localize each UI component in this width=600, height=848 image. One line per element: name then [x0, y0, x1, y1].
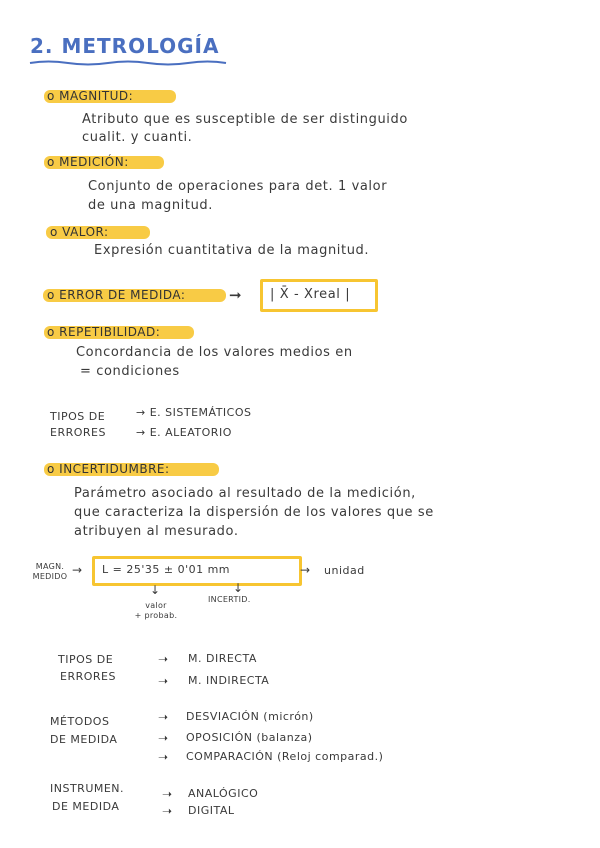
tipos-medida-item2: M. INDIRECTA: [188, 674, 270, 687]
incertidumbre-line1: Parámetro asociado al resultado de la medición,: [74, 486, 416, 501]
incertidumbre-line3: atribuyen al mesurado.: [74, 524, 239, 539]
tipos-errores-item1: → E. SISTEMÁTICOS: [136, 406, 252, 419]
repetibilidad-line2: = condiciones: [80, 364, 180, 379]
title-underline: [28, 60, 228, 66]
valor-probab-label: [126, 601, 186, 621]
arrow-icon: →: [72, 563, 83, 577]
arrow-icon: ➞: [229, 286, 242, 304]
tipos-medida-label1: TIPOS DE: [58, 653, 114, 666]
medicion-line1: Conjunto de operaciones para det. 1 valor: [88, 179, 388, 194]
valor-label-1: valor: [145, 601, 167, 610]
metodos-label2: DE MEDIDA: [50, 733, 118, 746]
magn-label-2: MEDIDO: [32, 572, 68, 581]
error-formula: | X̄ - Xreal |: [270, 287, 351, 302]
unidad-label: unidad: [324, 564, 365, 577]
instrumentos-item1: ANALÓGICO: [188, 787, 259, 800]
tipos-medida-item1: M. DIRECTA: [188, 652, 257, 665]
magnitud-line2: cualit. y cuanti.: [82, 130, 193, 145]
error-heading: o ERROR DE MEDIDA:: [47, 288, 186, 302]
instrumentos-item2: DIGITAL: [188, 804, 235, 817]
arrow-icon: ➝: [158, 750, 169, 764]
arrow-icon: ➝: [158, 710, 169, 724]
arrow-down-icon: ↓: [233, 581, 244, 595]
valor-line1: Expresión cuantitativa de la magnitud.: [94, 243, 370, 258]
incertidumbre-formula: L = 25'35 ± 0'01 mm: [102, 563, 231, 576]
arrow-icon: ➝: [158, 674, 169, 688]
arrow-icon: ➝: [158, 652, 169, 666]
medicion-heading: o MEDICIÓN:: [47, 155, 129, 169]
page-title: 2. METROLOGÍA: [30, 34, 220, 58]
arrow-icon: ➝: [162, 787, 173, 801]
instrumentos-label1: INSTRUMEN.: [50, 782, 125, 795]
magn-medido-label: [28, 562, 72, 582]
arrow-down-icon: ↓: [150, 583, 161, 597]
repetibilidad-line1: Concordancia de los valores medios en: [76, 345, 353, 360]
tipos-medida-label2: ERRORES: [60, 670, 116, 683]
arrow-icon: ➝: [162, 804, 173, 818]
magn-label-1: MAGN.: [35, 562, 65, 571]
tipos-errores-label1: TIPOS DE: [50, 410, 106, 423]
repetibilidad-heading: o REPETIBILIDAD:: [47, 325, 161, 339]
valor-heading: o VALOR:: [50, 225, 109, 239]
metodos-item2: OPOSICIÓN (balanza): [186, 731, 313, 744]
instrumentos-label2: DE MEDIDA: [52, 800, 120, 813]
tipos-errores-label2: ERRORES: [50, 426, 106, 439]
metodos-item3: COMPARACIÓN (Reloj comparad.): [186, 750, 384, 763]
magnitud-line1: Atributo que es susceptible de ser distinguido: [82, 112, 408, 127]
arrow-icon: ➝: [158, 731, 169, 745]
incertidumbre-heading: o INCERTIDUMBRE:: [47, 462, 170, 476]
arrow-icon: →: [300, 563, 311, 577]
valor-label-2: + probab.: [134, 611, 178, 620]
metodos-label1: MÉTODOS: [50, 715, 110, 728]
metodos-item1: DESVIACIÓN (micrón): [186, 710, 314, 723]
tipos-errores-item2: → E. ALEATORIO: [136, 426, 232, 439]
incertidumbre-line2: que caracteriza la dispersión de los valores que se: [74, 505, 434, 520]
incertid-label: INCERTID.: [208, 595, 251, 604]
medicion-line2: de una magnitud.: [88, 198, 214, 213]
magnitud-heading: o MAGNITUD:: [47, 89, 134, 103]
